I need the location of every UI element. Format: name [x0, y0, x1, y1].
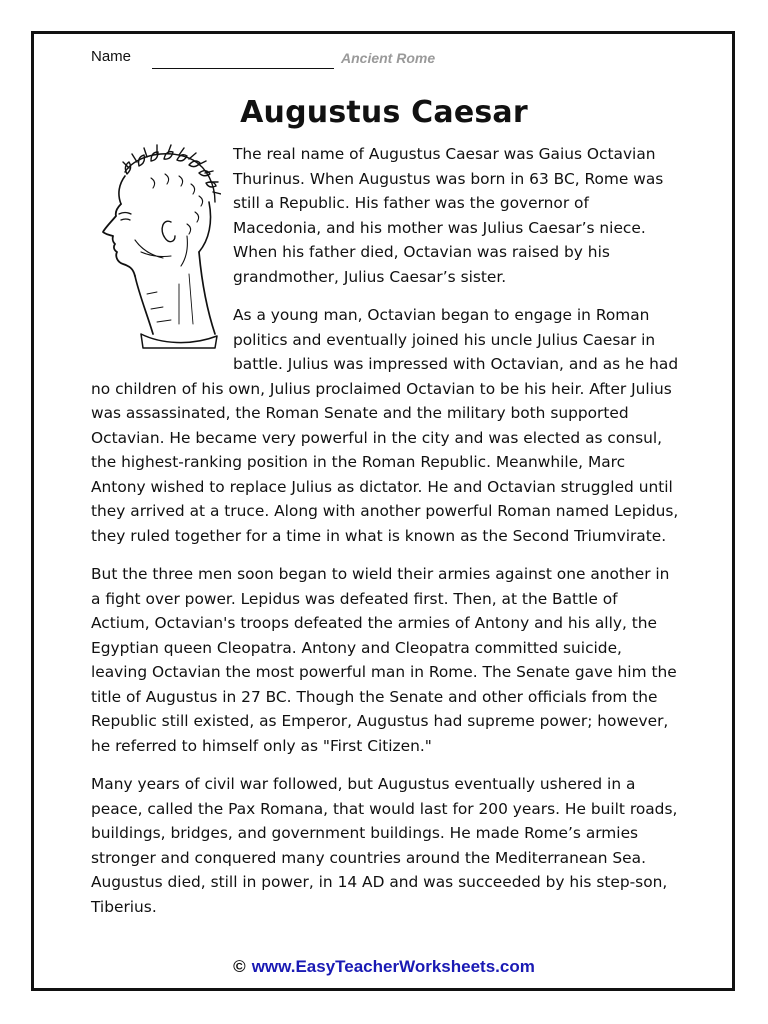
- website-link[interactable]: www.EasyTeacherWorksheets.com: [251, 957, 535, 976]
- page-title: Augustus Caesar: [240, 95, 528, 130]
- footer: [0, 957, 768, 977]
- paragraph-4: Many years of civil war followed, but Augustus eventually ushered in a peace, called the Pax Romana, that would last for 200 years. He built roads, buildings, bridges, and government buildings. He made Rome’s armies stronger and conquered many countries around the Mediterranean Sea. Augustus died, still in power, in 14 AD and was succeeded by his step-son, Tiberius.: [91, 775, 678, 916]
- paragraph-2: As a young man, Octavian began to engage in Roman politics and eventually joined his uncle Julius Caesar in battle. Julius was impressed with Octavian, and as he had no children of his own, Julius proclaimed Octavian to be his heir. After Julius was assassinated, the Roman Senate and the military both supported Octavian. He became very powerful in the city and was elected as consul, the highest-ranking position in the Roman Republic. Meanwhile, Marc Antony wished to replace Julius as dictator. He and Octavian struggled until they arrived at a truce. Along with another powerful Roman named Lepidus, they ruled together for a time in what is known as the Second Triumvirate.: [91, 306, 679, 545]
- copyright-symbol: ©: [233, 957, 246, 976]
- name-label: Name: [91, 48, 132, 65]
- article-body: [91, 142, 681, 933]
- subject-label: Ancient Rome: [341, 50, 436, 66]
- paragraph-3: But the three men soon began to wield their armies against one another in a fight over power. Lepidus was defeated first. Then, at the Battle of Actium, Octavian's troops defeated the armies of Antony and his ally, the Egyptian queen Cleopatra. Antony and Cleopatra committed suicide, leaving Octavian the most powerful man in Rome. The Senate gave him the title of Augustus in 27 BC. Though the Senate and other officials from the Republic still existed, as Emperor, Augustus had supreme power; however, he referred to himself only as "First Citizen.": [91, 565, 677, 755]
- augustus-portrait-icon: [91, 144, 225, 364]
- name-input-line[interactable]: [152, 68, 334, 69]
- paragraph-1: The real name of Augustus Caesar was Gaius Octavian Thurinus. When Augustus was born in 63 BC, Rome was still a Republic. His father was the governor of Macedonia, and his mother was Julius Caesar’s niece. When his father died, Octavian was raised by his grandmother, Julius Caesar’s sister.: [233, 145, 664, 286]
